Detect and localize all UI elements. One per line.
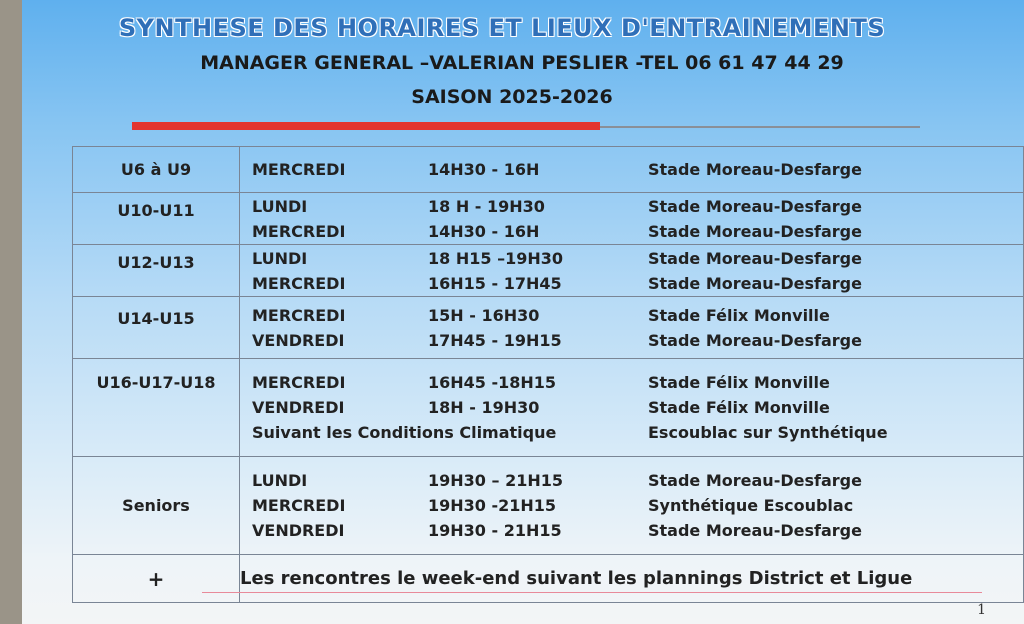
- page-number: 1: [977, 602, 986, 618]
- session-line: [240, 370, 1023, 395]
- session-day: MERCREDI: [252, 221, 346, 241]
- session-day: MERCREDI: [252, 160, 346, 179]
- session-time: 14H30 - 16H: [428, 160, 540, 179]
- table-row: [73, 147, 1024, 193]
- session-line: [240, 328, 1023, 353]
- footer-symbol: +: [73, 555, 240, 603]
- red-divider: [132, 122, 600, 130]
- session-line: [240, 271, 1023, 296]
- session-time: 15H - 16H30: [428, 305, 540, 325]
- session-day: MERCREDI: [252, 273, 346, 293]
- footer-note: Les rencontres le week-end suivant les plannings District et Ligue: [240, 555, 1024, 603]
- session-line: [240, 420, 1023, 445]
- session-line: [240, 518, 1023, 543]
- table-row: [73, 555, 1024, 603]
- session-place: Synthétique Escoublac: [648, 496, 854, 515]
- session-place: Stade Moreau-Desfarge: [648, 330, 862, 350]
- session-place: Stade Moreau-Desfarge: [648, 521, 862, 540]
- session-day: MERCREDI: [252, 305, 346, 325]
- grey-divider: [600, 126, 920, 128]
- session-line: [240, 468, 1023, 493]
- session-day: MERCREDI: [252, 373, 346, 392]
- session-time: 16H45 -18H15: [428, 373, 557, 392]
- manager-contact: MANAGER GENERAL –VALERIAN PESLIER -TEL 06 61 47 44 29: [200, 52, 844, 74]
- pink-rule: [202, 592, 982, 593]
- session-place: Stade Moreau-Desfarge: [648, 471, 862, 490]
- session-time: 17H45 - 19H15: [428, 330, 562, 350]
- table-row: [73, 297, 1024, 359]
- weather-note: Suivant les Conditions Climatique: [252, 423, 557, 442]
- session-line: [240, 493, 1023, 518]
- season-label: SAISON 2025-2026: [411, 86, 613, 108]
- session-time: 18 H - 19H30: [428, 196, 545, 216]
- session-place: Stade Moreau-Desfarge: [648, 248, 862, 268]
- session-place: Stade Moreau-Desfarge: [648, 221, 862, 241]
- category-cell: Seniors: [73, 457, 240, 555]
- schedule-table: [72, 146, 1024, 603]
- session-time: 18 H15 –19H30: [428, 248, 563, 268]
- session-time: 19H30 -21H15: [428, 496, 557, 515]
- session-line: [240, 194, 1023, 219]
- session-time: 16H15 - 17H45: [428, 273, 562, 293]
- session-line: [240, 395, 1023, 420]
- session-place: Stade Moreau-Desfarge: [648, 160, 862, 179]
- session-day: LUNDI: [252, 248, 308, 268]
- document-page: [22, 0, 1024, 624]
- category-cell: U10-U11: [73, 193, 240, 245]
- session-day: VENDREDI: [252, 521, 345, 540]
- session-time: 14H30 - 16H: [428, 221, 540, 241]
- session-line: [240, 219, 1023, 244]
- session-time: 18H - 19H30: [428, 398, 540, 417]
- table-row: [73, 193, 1024, 245]
- table-row: [73, 245, 1024, 297]
- category-cell: U16-U17-U18: [73, 359, 240, 457]
- category-cell: U14-U15: [73, 297, 240, 359]
- session-day: LUNDI: [252, 471, 308, 490]
- session-day: MERCREDI: [252, 496, 346, 515]
- session-place: Escoublac sur Synthétique: [648, 423, 888, 442]
- session-day: VENDREDI: [252, 398, 345, 417]
- session-place: Stade Félix Monville: [648, 398, 830, 417]
- session-time: 19H30 – 21H15: [428, 471, 563, 490]
- session-line: [240, 303, 1023, 328]
- session-place: Stade Moreau-Desfarge: [648, 273, 862, 293]
- session-place: Stade Félix Monville: [648, 305, 830, 325]
- category-cell: U12-U13: [73, 245, 240, 297]
- table-row: [73, 457, 1024, 555]
- session-line: [240, 246, 1023, 271]
- session-line: [240, 157, 1023, 182]
- session-place: Stade Moreau-Desfarge: [648, 196, 862, 216]
- document-title: SYNTHESE DES HORAIRES ET LIEUX D'ENTRAINEMENTS: [118, 14, 886, 42]
- session-time: 19H30 - 21H15: [428, 521, 562, 540]
- session-day: VENDREDI: [252, 330, 345, 350]
- session-place: Stade Félix Monville: [648, 373, 830, 392]
- table-row: [73, 359, 1024, 457]
- session-day: LUNDI: [252, 196, 308, 216]
- category-cell: U6 à U9: [73, 147, 240, 193]
